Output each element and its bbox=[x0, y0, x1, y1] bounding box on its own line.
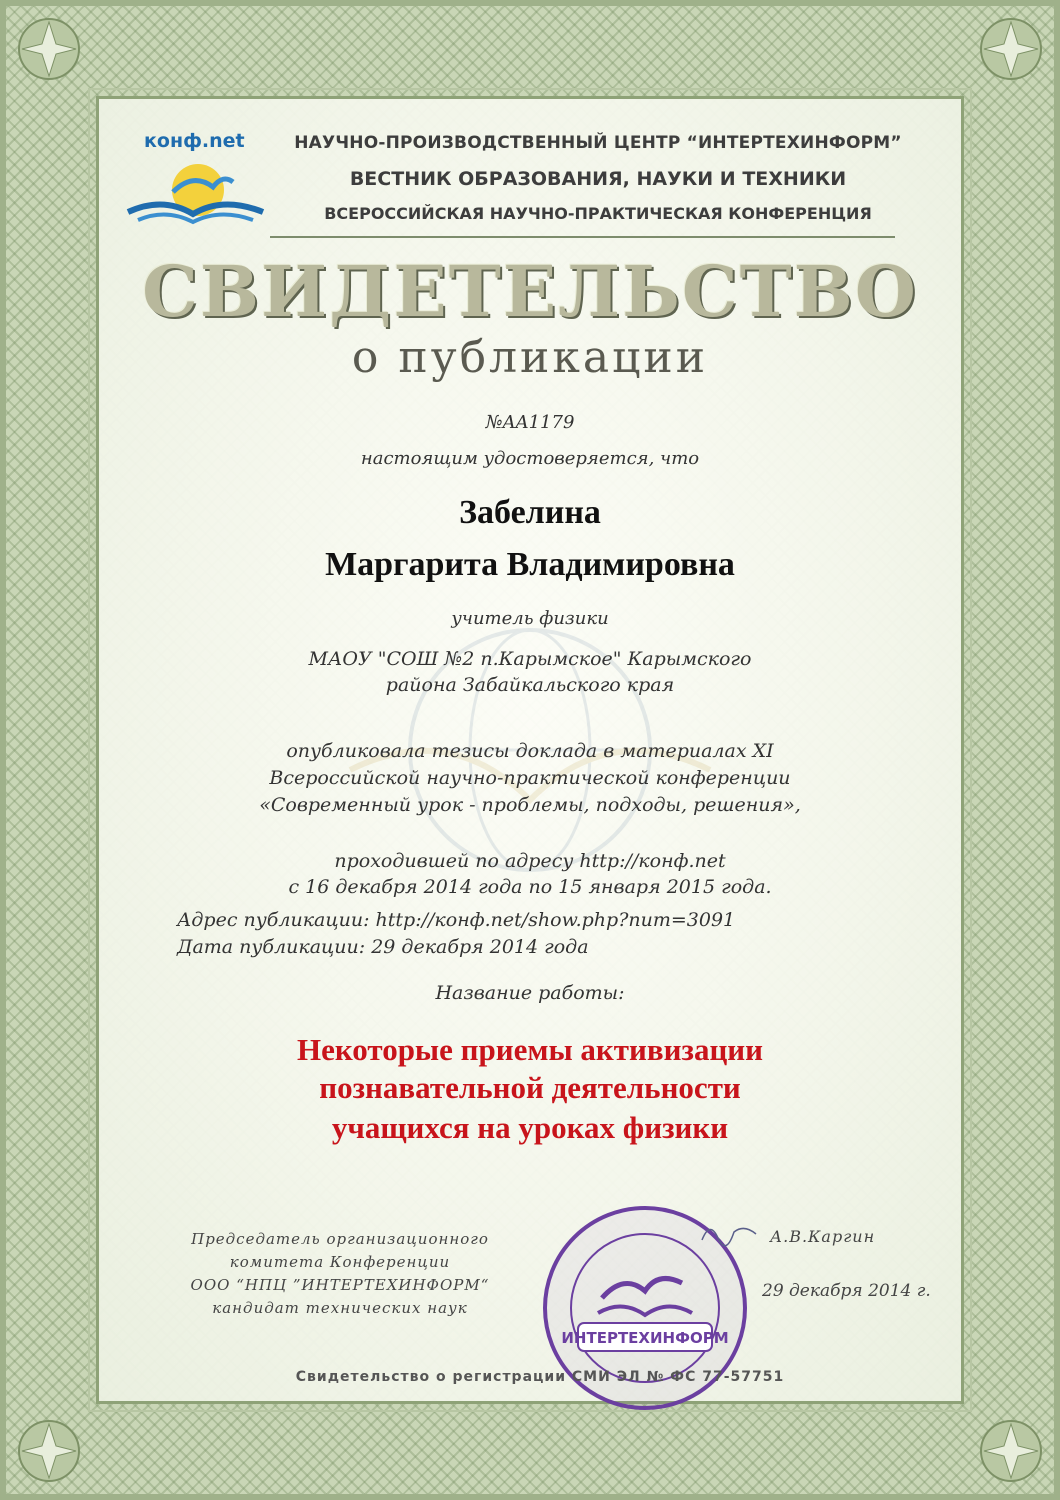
organization-line-1: МАОУ "СОШ №2 п.Карымское" Карымского bbox=[308, 648, 752, 670]
publication-line-1: опубликовала тезисы доклада в материалах XI bbox=[286, 740, 774, 762]
work-title-label: Название работы: bbox=[435, 982, 625, 1004]
work-title-line-2: познавательной деятельности bbox=[319, 1070, 741, 1105]
certificate-subtitle: о публикации bbox=[351, 332, 709, 383]
publication-line-3: «Современный урок - проблемы, подходы, решения», bbox=[259, 794, 801, 816]
conference-dates: с 16 декабря 2014 года по 15 января 2015 года. bbox=[288, 876, 772, 898]
konf-net-logo bbox=[118, 130, 278, 230]
ornament-corner-icon bbox=[14, 1416, 84, 1486]
certifies-text: настоящим удостоверяется, что bbox=[360, 448, 700, 469]
logo-text: конф.net bbox=[144, 130, 245, 152]
signer-name: А.В.Каргин bbox=[770, 1227, 876, 1246]
handwritten-signature bbox=[700, 1218, 760, 1248]
signatory-role-4: кандидат технических наук bbox=[212, 1299, 468, 1317]
header-journal-name: ВЕСТНИК ОБРАЗОВАНИЯ, НАУКИ И ТЕХНИКИ bbox=[349, 168, 847, 190]
publication-line-2: Всероссийской научно-практической конференции bbox=[269, 767, 791, 789]
stamp-text: ИНТЕРТЕХИНФОРМ bbox=[561, 1329, 729, 1347]
recipient-given-names: Маргарита Владимировна bbox=[325, 546, 735, 583]
signatory-role-1: Председатель организационного bbox=[191, 1230, 489, 1248]
publication-date: Дата публикации: 29 декабря 2014 года bbox=[177, 936, 589, 958]
recipient-surname: Забелина bbox=[459, 494, 601, 531]
publication-address: Адрес публикации: http://конф.net/show.php?num=3091 bbox=[177, 909, 736, 931]
header-center-name: НАУЧНО-ПРОИЗВОДСТВЕННЫЙ ЦЕНТР “ИНТЕРТЕХИНФОРМ” bbox=[294, 133, 902, 153]
conference-address: проходившей по адресу http://конф.net bbox=[334, 850, 726, 872]
book-logo-icon bbox=[118, 152, 268, 232]
certificate-number: №AA1179 bbox=[485, 412, 575, 433]
recipient-position: учитель физики bbox=[451, 608, 609, 629]
work-title-line-1: Некоторые приемы активизации bbox=[296, 1032, 764, 1067]
signatory-role-2: комитета Конференции bbox=[229, 1253, 451, 1271]
ornament-corner-icon bbox=[976, 1416, 1046, 1486]
signature-date: 29 декабря 2014 г. bbox=[762, 1281, 931, 1301]
header-divider bbox=[270, 236, 895, 238]
signatory-role-3: ООО “НПЦ ”ИНТЕРТЕХИНФОРМ“ bbox=[190, 1276, 490, 1294]
certificate-title: СВИДЕТЕЛЬСТВО bbox=[142, 250, 918, 333]
registration-footer: Свидетельство о регистрации СМИ ЭЛ № ФС 77-57751 bbox=[295, 1369, 785, 1385]
work-title-line-3: учащихся на уроках физики bbox=[331, 1110, 729, 1145]
header-conference-name: ВСЕРОССИЙСКАЯ НАУЧНО-ПРАКТИЧЕСКАЯ КОНФЕРЕНЦИЯ bbox=[324, 204, 872, 223]
organization-line-2: района Забайкальского края bbox=[385, 674, 675, 696]
ornament-corner-icon bbox=[976, 14, 1046, 84]
ornament-corner-icon bbox=[14, 14, 84, 84]
